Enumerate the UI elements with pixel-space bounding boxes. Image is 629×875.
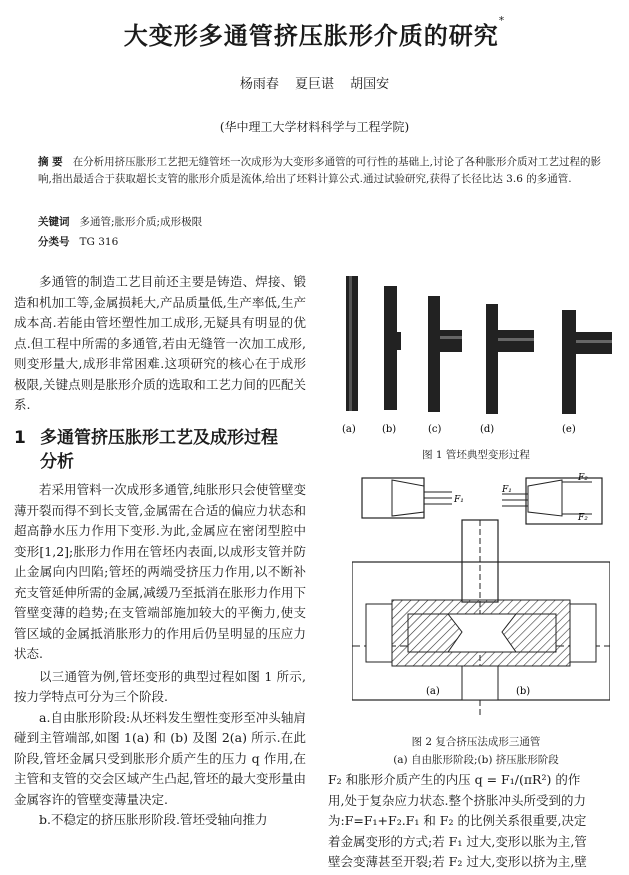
body-paragraph-1: 若采用管料一次成形多通管,纯胀形只会使管壁变薄开裂而得不到长支管,金属需在合适的偏应力状态和超高静水压力作用下变形.为此,金属应在密闭型腔中变形[1,2];胀形力作用在管坯内表面,以成形支管并防止金属向内凹陷;管坯的两端受挤压力作用,以不断补充支管延伸所需的金属,减缓乃至抵消在胀形力作用下管壁变薄的趋势;在支管端部施加较大的平衡力,使支管区域的金属抵消胀形力的作用后仍呈明显的压应力状态. — [14, 482, 306, 661]
section-title-line2: 分析 — [40, 452, 74, 472]
title-footnote-mark: * — [498, 14, 506, 27]
body-paragraph-3: a.自由胀形阶段:从坯料发生塑性变形至冲头轴肩碰到主管端部,如图 1(a) 和 (b) 及图 2(a) 所示.在此阶段,管坯金属只受到胀形介质产生的压力 q 作用,在主管和支管的交会区域产生凸起,管坯的最大变形量由金属容许的管壁变薄量决定. — [14, 709, 306, 807]
fig1-label-e: (e) — [562, 424, 576, 435]
fig1-label-a: (a) — [342, 424, 356, 435]
intro-text: 多通管的制造工艺目前还主要是铸造、焊接、锻造和机加工等,金属损耗大,产品质量低,生产率低,生产成本高.若能由管坯塑性加工成形,无疑具有明显的优点.但工程中所需的多通管,若由无缝管一次加工成形,则变形量大,成形非常困难.这项研究的核心在于成形极限,关键点则是胀形介质的选取和工艺力间的匹配关系. — [14, 274, 306, 412]
fig2-label-f1-left: F₁ — [454, 495, 464, 505]
fig2-label-f2-right: F₂ — [578, 513, 588, 523]
class-value: TG 316 — [79, 236, 119, 248]
title-text: 大变形多通管挤压胀形介质的研究 — [123, 22, 499, 50]
keywords-text: 多通管;胀形介质;成形极限 — [79, 216, 203, 228]
right-column-text — [328, 770, 624, 873]
authors: 杨雨春 夏巨谌 胡国安 — [239, 77, 390, 92]
figure-2-subcaption: (a) 自由胀形阶段;(b) 挤压胀形阶段 — [393, 754, 559, 766]
body-paragraph-2: 以三通管为例,管坯变形的典型过程如图 1 所示,按力学特点可分为三个阶段. — [14, 668, 306, 704]
right-line-1: F₂ 和胀形介质产生的内压 q = F₁/(πR²) 的作 — [328, 772, 581, 787]
die-assembly — [352, 520, 610, 716]
paper-title — [0, 16, 629, 51]
section-title-line1: 多通管挤压胀形工艺及成形过程 — [40, 428, 278, 448]
section-body — [14, 480, 306, 831]
figure-2-caption: 图 2 复合挤压法成形三通管 — [411, 736, 541, 748]
fig2-label-f2: F₂ — [578, 473, 588, 483]
right-line-3: 为:F=F₁+F₂.F₁ 和 F₂ 的比例关系很重要,决定 — [328, 813, 587, 828]
classification — [38, 234, 118, 249]
figure-1-caption: 图 1 管坯典型变形过程 — [422, 449, 530, 461]
abstract-label: 摘 要 — [38, 156, 63, 168]
fig2-label-f1-right: F₁ — [502, 485, 512, 495]
affiliation: (华中理工大学材料科学与工程学院) — [219, 120, 410, 134]
figure-2-image — [352, 472, 610, 727]
fig1-label-b: (b) — [382, 424, 397, 435]
class-label: 分类号 — [38, 236, 70, 248]
intro-paragraph — [14, 272, 306, 416]
body-paragraph-4: b.不稳定的挤压胀形阶段.管坯受轴向推力 — [39, 812, 268, 827]
fig2-label-b: (b) — [516, 686, 531, 697]
fig1-label-d: (d) — [480, 424, 495, 435]
fig1-label-c: (c) — [428, 424, 442, 435]
section-heading — [14, 426, 278, 474]
keywords — [38, 214, 202, 229]
abstract-text: 在分析用挤压胀形工艺把无缝管坯一次成形为大变形多通管的可行性的基础上,讨论了各种胀形介质对工艺过程的影响,指出最适合于获取超长支管的胀形介质是流体,给出了坯料计算公式.通过试验研究,获得了长径比达 3.6 的多通管. — [38, 156, 602, 185]
keywords-label: 关键词 — [38, 216, 70, 228]
abstract — [38, 154, 604, 188]
top-left-punch — [362, 478, 452, 518]
right-line-5: 壁会变薄甚至开裂;若 F₂ 过大,变形以挤为主,壁 — [328, 854, 587, 869]
fig2-label-a: (a) — [426, 686, 440, 697]
figure-1-image — [340, 268, 612, 436]
right-line-2: 用,处于复杂应力状态.整个挤胀冲头所受到的力 — [328, 792, 586, 808]
section-number: 1 — [14, 428, 26, 448]
right-line-4: 着金属变形的方式;若 F₁ 过大,变形以胀为主,管 — [328, 833, 587, 849]
